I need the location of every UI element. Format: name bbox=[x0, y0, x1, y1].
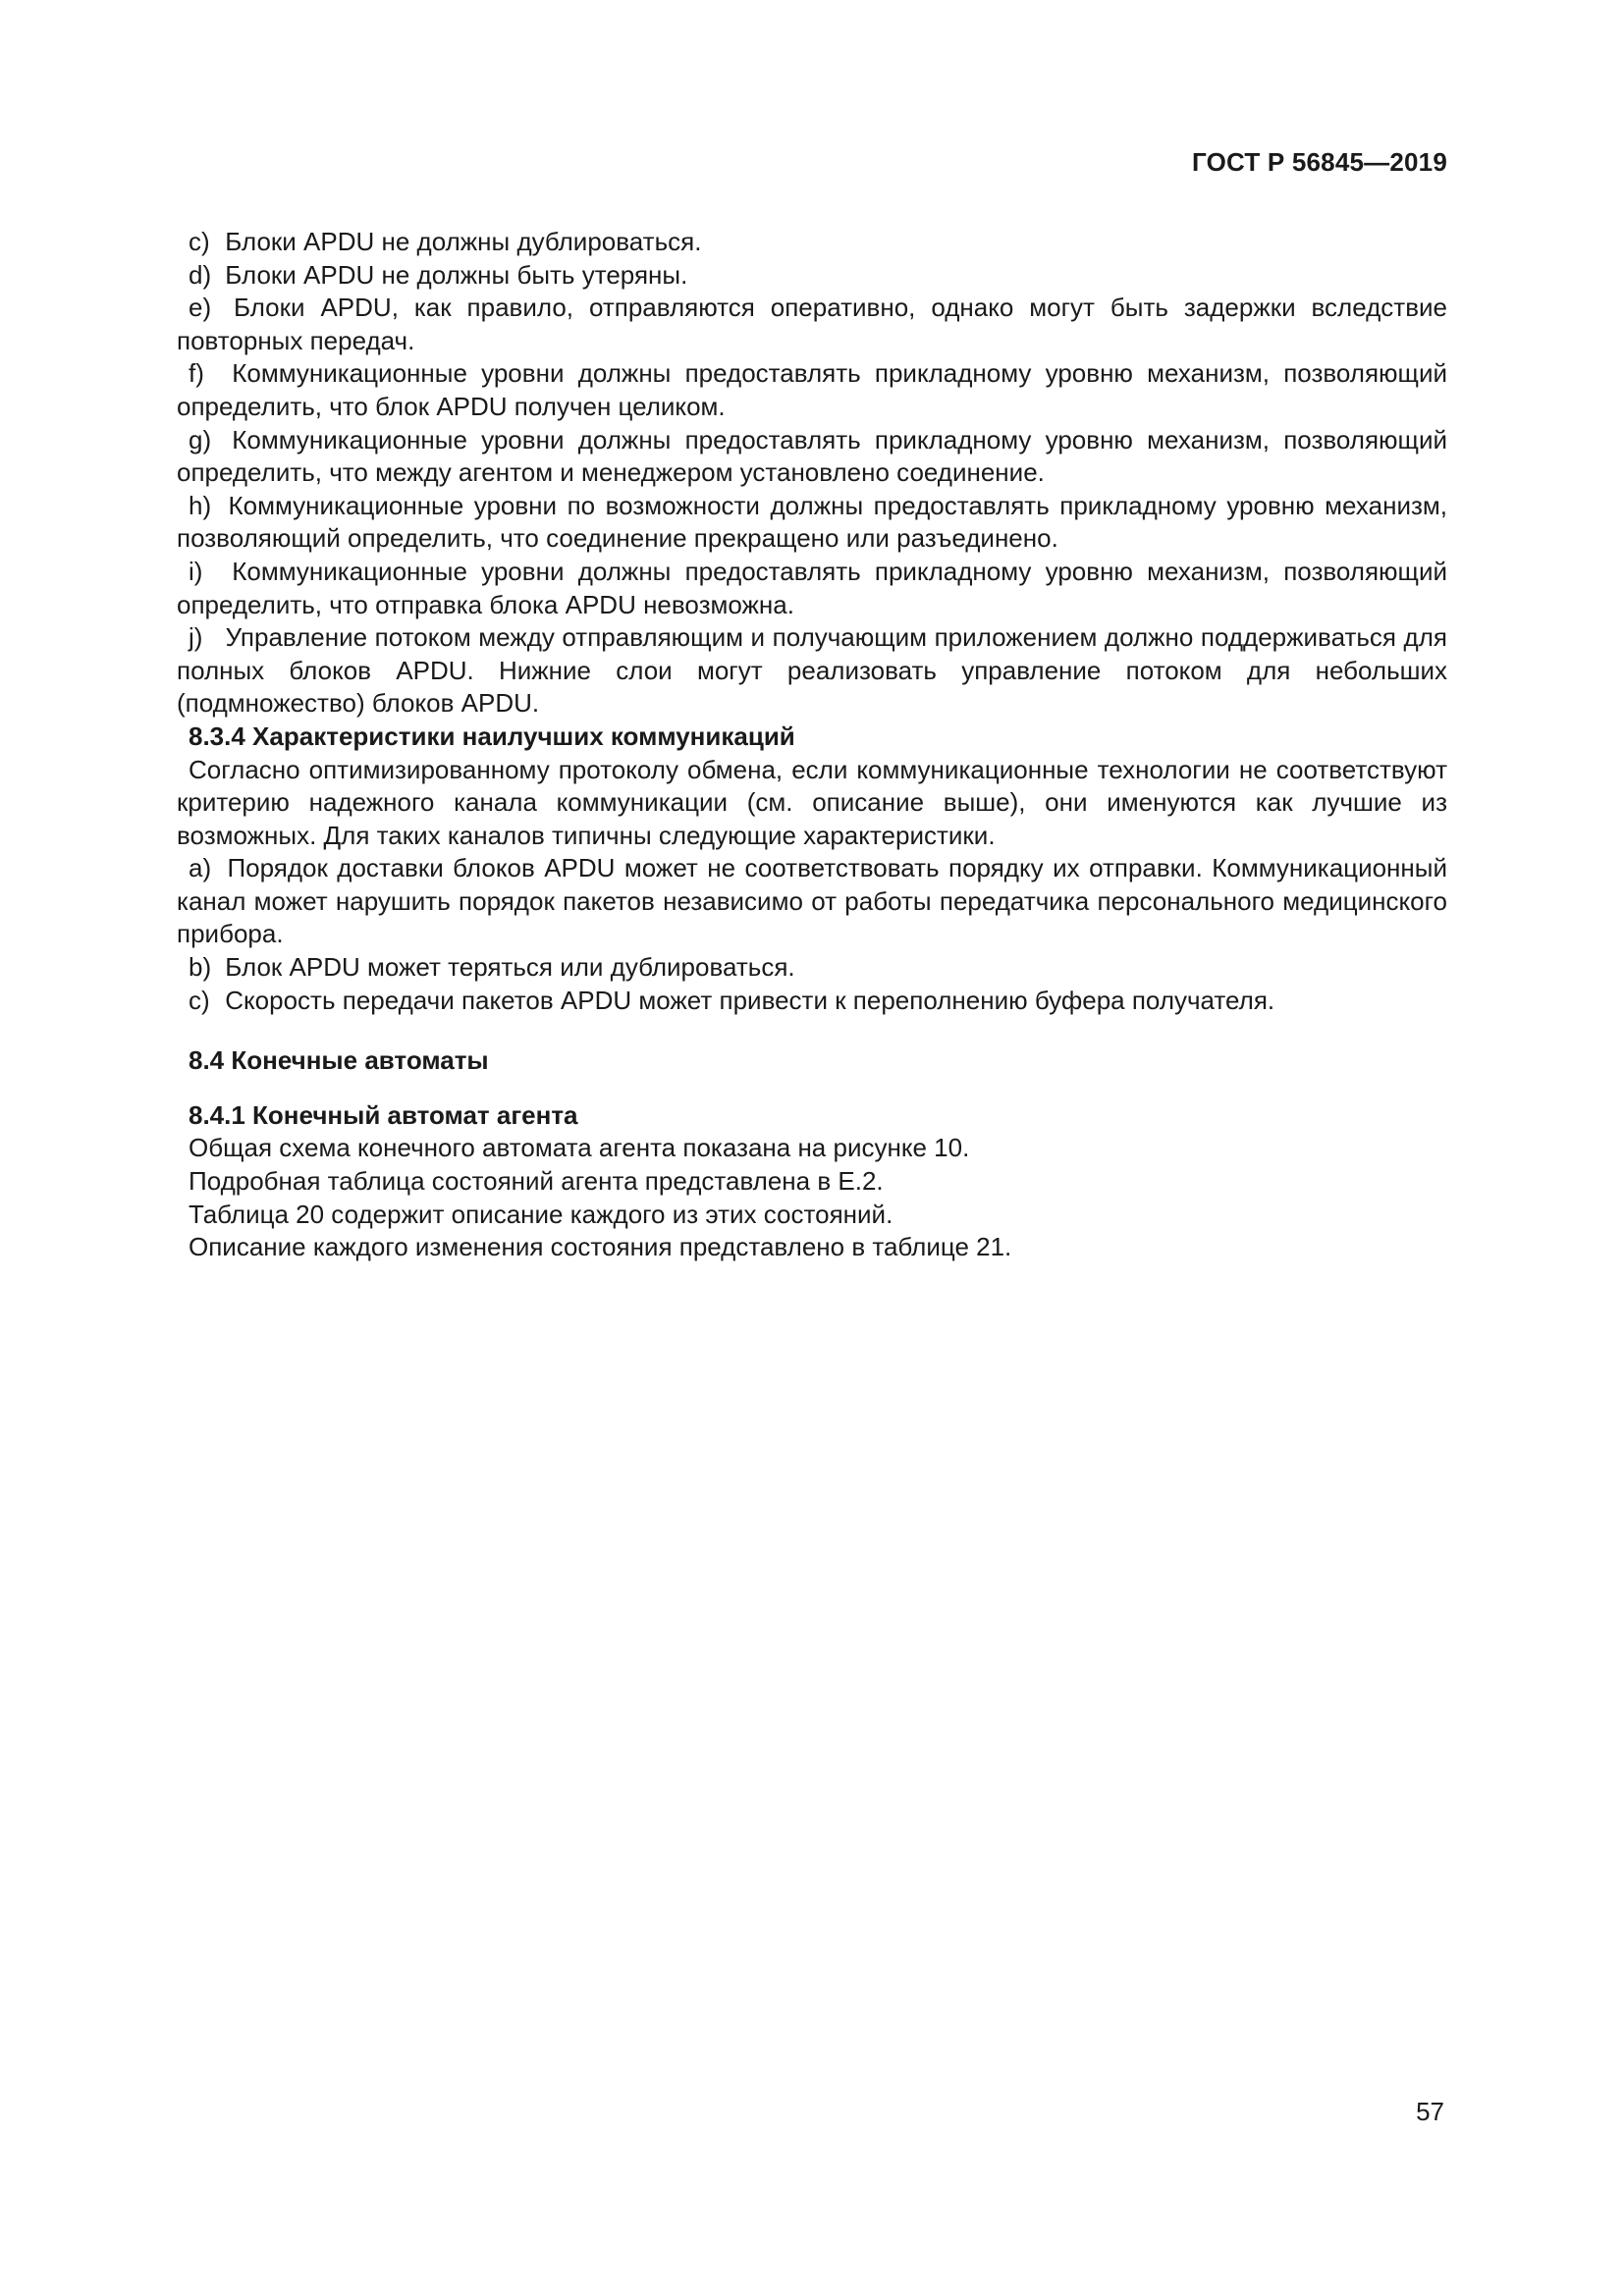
section-8-4-1-line: Общая схема конечного автомата агента показана на рисунке 10. bbox=[189, 1133, 970, 1163]
list-item: i) Коммуникационные уровни должны предоставлять прикладному уровню механизм, позволяющий определить, что отправка блока APDU невозможна. bbox=[177, 556, 1447, 619]
list-item: j) Управление потоком между отправляющим и получающим приложением должно поддерживаться для полных блоков APDU. Нижние слои могут реализовать управление потоком для небольших (подмножество) блоков APDU. bbox=[177, 622, 1447, 719]
section-8-3-4-intro: Согласно оптимизированному протоколу обмена, если коммуникационные технологии не соответствуют критерию надежного канала коммуникации (см. описание выше), они именуются как лучшие из возможных. Для таких каналов типичны следующие характеристики. bbox=[177, 754, 1447, 850]
list-item: a) Порядок доставки блоков APDU может не соответствовать порядку их отправки. Коммуникационный канал может нарушить порядок пакетов независимо от работы передатчика персонального медицинского прибора. bbox=[177, 853, 1447, 949]
list-item: b) Блок APDU может теряться или дублироваться. bbox=[189, 952, 795, 983]
section-heading-8-4-1: 8.4.1 Конечный автомат агента bbox=[189, 1099, 578, 1130]
list-item: e) Блоки APDU, как правило, отправляются оперативно, однако могут быть задержки вследствие повторных передач. bbox=[177, 293, 1447, 355]
best-effort-characteristics-list bbox=[177, 852, 1447, 1017]
document-code: ГОСТ Р 56845—2019 bbox=[1192, 147, 1447, 177]
list-item: h) Коммуникационные уровни по возможности должны предоставлять прикладному уровню механизм, позволяющий определить, что соединение прекращено или разъединено. bbox=[177, 490, 1447, 554]
list-item: g) Коммуникационные уровни должны предоставлять прикладному уровню механизм, позволяющий определить, что между агентом и менеджером установлено соединение. bbox=[177, 424, 1447, 488]
section-heading-8-4: 8.4 Конечные автоматы bbox=[189, 1045, 489, 1076]
page-body bbox=[177, 226, 1447, 1264]
section-8-4-1-line: Подробная таблица состояний агента представлена в Е.2. bbox=[189, 1166, 884, 1197]
section-heading-8-3-4: 8.3.4 Характеристики наилучших коммуникаций bbox=[189, 721, 795, 751]
section-8-4-1-line: Описание каждого изменения состояния представлено в таблице 21. bbox=[189, 1232, 1012, 1262]
reliable-characteristics-list bbox=[177, 226, 1447, 721]
page-number: 57 bbox=[1416, 2097, 1444, 2126]
section-8-4-1-line: Таблица 20 содержит описание каждого из этих состояний. bbox=[189, 1199, 893, 1229]
list-item: c) Блоки APDU не должны дублироваться. bbox=[189, 227, 702, 256]
list-item: c) Скорость передачи пакетов APDU может привести к переполнению буфера получателя. bbox=[189, 985, 1275, 1015]
list-item: d) Блоки APDU не должны быть утеряны. bbox=[189, 259, 688, 290]
list-item: f) Коммуникационные уровни должны предоставлять прикладному уровню механизм, позволяющий определить, что блок APDU получен целиком. bbox=[177, 358, 1447, 421]
